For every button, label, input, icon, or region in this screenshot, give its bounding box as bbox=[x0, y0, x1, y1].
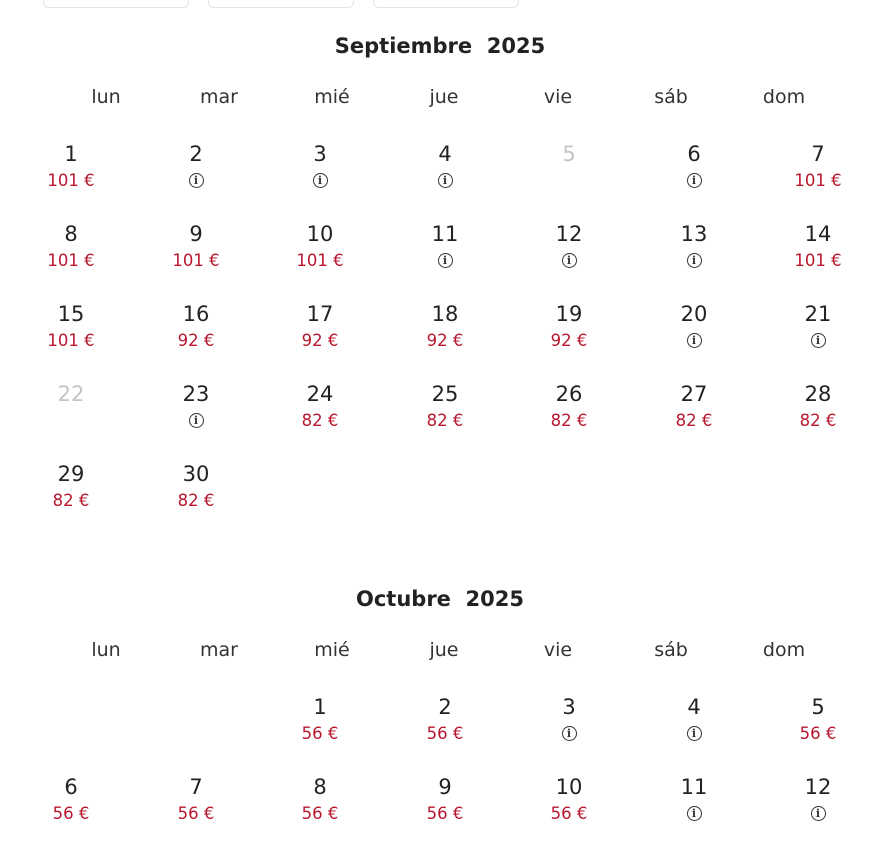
day-price: 82 € bbox=[177, 491, 215, 510]
day-number: 19 bbox=[555, 302, 583, 326]
calendar-day[interactable] bbox=[395, 382, 495, 456]
calendar-day[interactable] bbox=[768, 382, 868, 456]
day-number: 7 bbox=[811, 142, 825, 166]
weekday-header: sáb bbox=[654, 639, 688, 661]
day-price: 92 € bbox=[301, 331, 339, 350]
info-icon[interactable]: i bbox=[687, 173, 702, 188]
day-number: 10 bbox=[306, 222, 334, 246]
calendar-day[interactable] bbox=[146, 302, 246, 376]
calendar-day[interactable] bbox=[395, 222, 495, 296]
day-number: 21 bbox=[804, 302, 832, 326]
month-title: Octubre 2025 bbox=[356, 587, 524, 611]
calendar-day[interactable] bbox=[768, 775, 868, 849]
day-price: 101 € bbox=[47, 331, 95, 350]
weekday-header: jue bbox=[429, 639, 459, 661]
day-number: 1 bbox=[313, 695, 327, 719]
calendar-day[interactable] bbox=[644, 695, 744, 769]
day-price: 92 € bbox=[426, 331, 464, 350]
info-icon[interactable]: i bbox=[189, 173, 204, 188]
calendar-day[interactable] bbox=[21, 775, 121, 849]
day-number: 4 bbox=[438, 142, 452, 166]
day-price: 101 € bbox=[47, 171, 95, 190]
calendar-day[interactable] bbox=[146, 382, 246, 456]
calendar-day[interactable] bbox=[768, 142, 868, 216]
day-number: 26 bbox=[555, 382, 583, 406]
day-number: 17 bbox=[306, 302, 334, 326]
day-price: 82 € bbox=[675, 411, 713, 430]
calendar-day[interactable] bbox=[644, 222, 744, 296]
day-number: 30 bbox=[182, 462, 210, 486]
calendar-day[interactable] bbox=[644, 302, 744, 376]
day-price: 56 € bbox=[177, 804, 215, 823]
weekday-header: dom bbox=[762, 639, 806, 661]
day-number: 28 bbox=[804, 382, 832, 406]
day-number: 6 bbox=[64, 775, 78, 799]
filter-tab-1[interactable] bbox=[43, 0, 189, 8]
day-number: 8 bbox=[313, 775, 327, 799]
day-number: 20 bbox=[680, 302, 708, 326]
day-number: 27 bbox=[680, 382, 708, 406]
calendar-day[interactable] bbox=[270, 222, 370, 296]
day-number: 24 bbox=[306, 382, 334, 406]
info-icon[interactable]: i bbox=[687, 806, 702, 821]
day-number: 11 bbox=[680, 775, 708, 799]
info-icon[interactable]: i bbox=[189, 413, 204, 428]
weekday-header: vie bbox=[543, 639, 573, 661]
day-number: 3 bbox=[313, 142, 327, 166]
info-icon[interactable]: i bbox=[687, 333, 702, 348]
calendar-day[interactable] bbox=[519, 222, 619, 296]
day-number: 14 bbox=[804, 222, 832, 246]
calendar-day[interactable] bbox=[519, 302, 619, 376]
calendar-day[interactable] bbox=[519, 775, 619, 849]
day-number: 13 bbox=[680, 222, 708, 246]
day-number: 1 bbox=[64, 142, 78, 166]
day-price: 56 € bbox=[426, 724, 464, 743]
info-icon[interactable]: i bbox=[687, 726, 702, 741]
day-price: 101 € bbox=[296, 251, 344, 270]
info-icon[interactable]: i bbox=[562, 253, 577, 268]
calendar-day bbox=[519, 142, 619, 216]
day-number: 12 bbox=[804, 775, 832, 799]
day-price: 56 € bbox=[799, 724, 837, 743]
day-number: 2 bbox=[189, 142, 203, 166]
weekday-header: lun bbox=[91, 639, 121, 661]
info-icon[interactable]: i bbox=[562, 726, 577, 741]
day-price: 82 € bbox=[799, 411, 837, 430]
day-number: 25 bbox=[431, 382, 459, 406]
day-price: 92 € bbox=[177, 331, 215, 350]
day-price: 56 € bbox=[426, 804, 464, 823]
info-icon[interactable]: i bbox=[687, 253, 702, 268]
day-price: 101 € bbox=[794, 251, 842, 270]
calendar-day[interactable] bbox=[644, 775, 744, 849]
day-number: 15 bbox=[57, 302, 85, 326]
info-icon[interactable]: i bbox=[313, 173, 328, 188]
calendar-day[interactable] bbox=[146, 775, 246, 849]
calendar-day[interactable] bbox=[146, 142, 246, 216]
day-number: 7 bbox=[189, 775, 203, 799]
day-number: 9 bbox=[189, 222, 203, 246]
day-number: 12 bbox=[555, 222, 583, 246]
calendar-day[interactable] bbox=[644, 382, 744, 456]
day-number: 29 bbox=[57, 462, 85, 486]
info-icon[interactable]: i bbox=[438, 173, 453, 188]
day-number: 5 bbox=[811, 695, 825, 719]
day-price: 56 € bbox=[52, 804, 90, 823]
calendar-day[interactable] bbox=[270, 775, 370, 849]
weekday-header: mar bbox=[200, 639, 238, 661]
day-price: 82 € bbox=[426, 411, 464, 430]
calendar-day[interactable] bbox=[21, 302, 121, 376]
day-price: 82 € bbox=[550, 411, 588, 430]
info-icon[interactable]: i bbox=[438, 253, 453, 268]
day-number: 9 bbox=[438, 775, 452, 799]
weekday-header: mar bbox=[200, 86, 238, 108]
day-number: 10 bbox=[555, 775, 583, 799]
day-price: 56 € bbox=[550, 804, 588, 823]
day-number: 23 bbox=[182, 382, 210, 406]
weekday-header: sáb bbox=[654, 86, 688, 108]
calendar-day[interactable] bbox=[270, 142, 370, 216]
day-price: 56 € bbox=[301, 724, 339, 743]
calendar-day[interactable] bbox=[768, 302, 868, 376]
day-number: 8 bbox=[64, 222, 78, 246]
day-price: 82 € bbox=[301, 411, 339, 430]
calendar-day[interactable] bbox=[270, 695, 370, 769]
calendar-day[interactable] bbox=[395, 775, 495, 849]
filter-tab-2[interactable] bbox=[208, 0, 354, 8]
day-price: 101 € bbox=[794, 171, 842, 190]
info-icon[interactable]: i bbox=[811, 333, 826, 348]
day-price: 82 € bbox=[52, 491, 90, 510]
weekday-header: vie bbox=[543, 86, 573, 108]
calendar-day[interactable] bbox=[146, 222, 246, 296]
weekday-header: dom bbox=[762, 86, 806, 108]
day-price: 101 € bbox=[172, 251, 220, 270]
calendar-day[interactable] bbox=[270, 382, 370, 456]
calendar-day[interactable] bbox=[519, 695, 619, 769]
day-number: 18 bbox=[431, 302, 459, 326]
filter-tab-3[interactable] bbox=[373, 0, 519, 8]
calendar-day[interactable] bbox=[21, 222, 121, 296]
calendar-day[interactable] bbox=[21, 142, 121, 216]
day-price: 56 € bbox=[301, 804, 339, 823]
calendar-day[interactable] bbox=[395, 142, 495, 216]
day-number: 22 bbox=[57, 382, 85, 406]
day-price: 101 € bbox=[47, 251, 95, 270]
weekday-header: lun bbox=[91, 86, 121, 108]
day-number: 5 bbox=[562, 142, 576, 166]
calendar-day[interactable] bbox=[395, 695, 495, 769]
calendar-day[interactable] bbox=[395, 302, 495, 376]
calendar-day[interactable] bbox=[768, 695, 868, 769]
day-price: 92 € bbox=[550, 331, 588, 350]
day-number: 3 bbox=[562, 695, 576, 719]
calendar-day bbox=[21, 382, 121, 456]
weekday-header: jue bbox=[429, 86, 459, 108]
weekday-header: mié bbox=[314, 639, 350, 661]
calendar-day[interactable] bbox=[270, 302, 370, 376]
calendar-day[interactable] bbox=[519, 382, 619, 456]
day-number: 2 bbox=[438, 695, 452, 719]
calendar-day[interactable] bbox=[768, 222, 868, 296]
weekday-header: mié bbox=[314, 86, 350, 108]
day-number: 11 bbox=[431, 222, 459, 246]
calendar-day[interactable] bbox=[146, 462, 246, 536]
day-number: 16 bbox=[182, 302, 210, 326]
day-number: 4 bbox=[687, 695, 701, 719]
info-icon[interactable]: i bbox=[811, 806, 826, 821]
calendar-day[interactable] bbox=[644, 142, 744, 216]
calendar-day[interactable] bbox=[21, 462, 121, 536]
month-title: Septiembre 2025 bbox=[334, 34, 546, 58]
day-number: 6 bbox=[687, 142, 701, 166]
